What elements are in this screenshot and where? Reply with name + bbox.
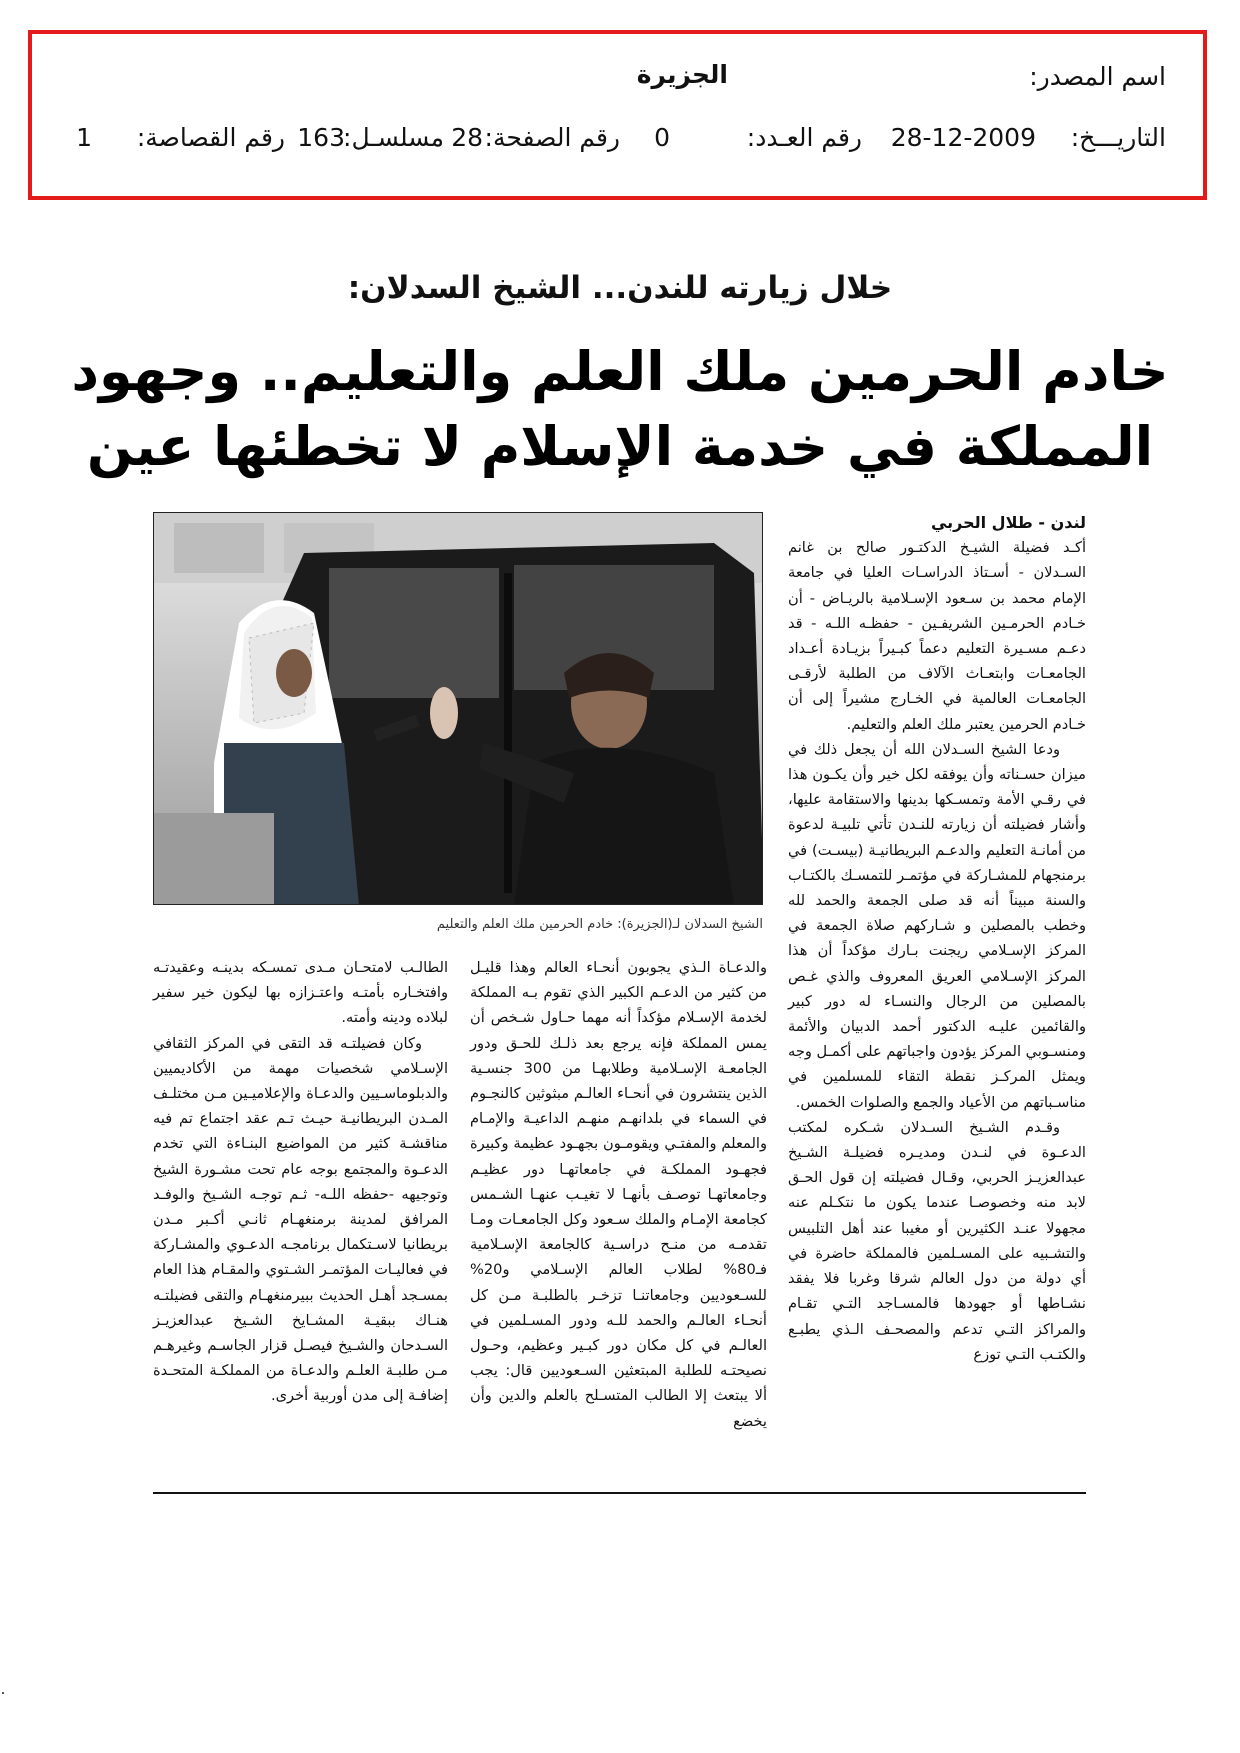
article-photo — [153, 512, 763, 905]
paragraph: الطالـب لامتحـان مـدى تمسـكه بدينـه وعقيدتـه وافتخـاره بأمتـه واعتـزازه بها ليكون خير سفير لبلاده ودينه وأمته. — [153, 959, 448, 1027]
article-bottom-rule — [153, 1492, 1086, 1494]
article-column-right — [788, 510, 1086, 1367]
page-value: 28 — [451, 123, 483, 152]
headline-line-2: المملكة في خدمة الإسلام لا تخطئها عين — [86, 415, 1154, 478]
article-kicker: خلال زيارته للندن... الشيخ السدلان: — [347, 270, 893, 306]
photo-illustration — [154, 513, 763, 905]
headline-line-1: خادم الحرمين ملك العلم والتعليم.. وجهود — [71, 340, 1169, 403]
source-value: الجزيرة — [636, 60, 728, 89]
date-value: 28-12-2009 — [890, 123, 1036, 152]
source-label: اسم المصدر: — [1029, 62, 1166, 91]
paragraph: وكان فضيلتـه قد التقى في المركز الثقافي الإسـلامي شخصيات مهمة من الأكاديميين والدبلوماسـيين والدعـاة والإعلاميـين مـن مختلـف المـدن البريطانيـة حيـث تـم عقد اجتماع تم فيه مناقشـة كثير من المواضيع البنـاءة التي تخدم الدعـوة والمجتمع بوجه عام تحت مشـورة الشيخ وتوجيهه -حفظه اللـه- ثـم توجـه الشـيخ والوفـد المرافق لمدينة برمنغهـام ثانـي أكـبر مـدن بريطانيا لاسـتكمال برنامجـه الدعـوي والمشـاركة في فعاليـات المؤتمـر الشـتوي والمقـام هذا العام بمسـجد أهـل الحديث ببيرمنغهـام والتقى فضيلتـه هنـاك ببقيـة المشـايخ الشـيخ عبدالعزيـز السـدحان والشـيخ فيصـل قزار الجاسـم وغيرهـم مـن طلبـة العلـم والدعـاة من المملكـة المتحـدة إضافـة إلى مدن أوربية أخرى. — [153, 1034, 448, 1405]
clipping-info-box — [28, 30, 1207, 200]
article-column-middle — [470, 955, 767, 1434]
paragraph: ودعا الشيخ السـدلان الله أن يجعل ذلك في ميزان حسـناته وأن يوفقه لكل خير وأن يكـون هذا في رقـي الأمة وتمسـكها بدينها والاستقامة عليها، وأشار فضيلته أن زيارته للنـدن تأتي تلبيـة لدعوة من أمانـة التعليم والدعـم البريطانيـة (بيسـت) في برمنجهام للمشـاركة في مؤتمـر للتمسـك بالكتـاب والسنة مبيناً أنه قد صلى الجمعة والحمد لله وخطب بالمصلين و شـاركهم صلاة الجمعة في المركز الإسـلامي ريجنت بـارك مؤكداً أن هذا المركز الإسـلامي العريق المعروف والذي غـص بالمصلين من الرجال والنسـاء له دور كبير والقائمين عليـه الدكتور أحمد الدبيان والأئمة ومنسـوبي المركز يؤدون واجباتهم على أكمـل وجه ويمثل المركـز نقطة التقاء للمسلمين في مناسـباتهم من الأعياد والجمع والصلوات الخمس. — [788, 740, 1086, 1111]
paragraph: أكـد فضيلة الشيـخ الدكتـور صالح بن غانم السـدلان - أسـتاذ الدراسـات العليا في جامعة الإمام محمد بن سـعود الإسـلامية بالريـاض - أن خـادم الحرمـين الشريفـين - حفظـه اللـه - قد دعـم مسـيرة التعليم دعماً كبـيراً بزيـادة أعـداد الجامعـات وابتعـاث الآلاف من الطلبة لأرقـى الجامعـات العالمية في الخـارج مشيراً إلى أن خـادم الحرمين يعتبر ملك العلم والتعليم. — [788, 539, 1086, 733]
clipping-value: 1 — [76, 123, 92, 152]
page-label: رقم الصفحة: — [484, 123, 620, 152]
date-label: التاريـــخ: — [1070, 123, 1166, 152]
article-column-left — [153, 955, 448, 1409]
scan-speck — [2, 1692, 4, 1694]
clipping-label: رقم القصاصة: — [136, 123, 285, 152]
issue-label: رقم العـدد: — [746, 123, 862, 152]
serial-value: 163 — [297, 123, 345, 152]
photo-caption: الشيخ السدلان لـ(الجزيرة): خادم الحرمين ملك العلم والتعليم — [436, 917, 763, 932]
paragraph: وقـدم الشـيخ السـدلان شـكره لمكتب الدعـوة في لنـدن ومديـره فضيلـة الشـيخ عبدالعزيـز الحربي، وقـال فضيلته إن قول الحـق لابد منه وخصوصـا عندما يكون ما نتكـلم عنه مجهولا عنـد الكثيرين أو مغيبا عند أهل التلبيس والتشـبيه على المسـلمين فالمملكة حاضرة في أي دولة من دول العالم شرقا وغربا فلا يفقد نشـاطها أو جهودها فالمسـاجد التـي تقـام والمراكز التـي تدعم والمصحـف الـذي يطبـع والكتـب التـي توزع — [788, 1118, 1086, 1363]
serial-label: مسلسـل: — [343, 123, 444, 152]
byline: لندن - طلال الحربي — [930, 513, 1086, 532]
issue-value: 0 — [654, 123, 670, 152]
paragraph: والدعـاة الـذي يجوبون أنحـاء العالم وهذا قليـل من كثير من الدعـم الكبير الذي تقوم بـه المملكة لخدمة الإسـلام مؤكداً أنه مهما حـاول شـخص أن يمس المملكة فإنه يرجع بعد ذلـك للحـق ودور الجامعـة الإسـلامية وطلابهـا من 300 جنسـية الذين ينتشرون في أنحـاء العالـم مبثوثين كالنجـوم في السماء في بلدانهـم منهـم الداعيـة والإمـام والمعلم والمفتـي ويقومـون بجهـود عظيمة وكبيرة فجهـود المملكـة في جامعاتهـا دور عظيـم وجامعاتهـا توصـف بأنهـا لا تغيـب عنهـا الشـمس كجامعة الإمـام والملك سـعود وكل الجامعـات ومـا تقدمـه من منـح دراسـية كالجامعة الإسـلامية فـ80% لطلاب العالم الإسـلامي و20% للسـعوديين وجامعاتنـا تزخـر بالطلبـة مـن كل أنحـاء العالـم والحمد للـه ودور المسـلمين في العالـم في كل مكان دور كبـير وعظيم، وحـول نصيحتـه للطلبة المبتعثين السـعوديين قال: يجب ألا يبتعث إلا الطالب المتسـلح بالعلم والدين وأن يخضع — [470, 959, 767, 1430]
